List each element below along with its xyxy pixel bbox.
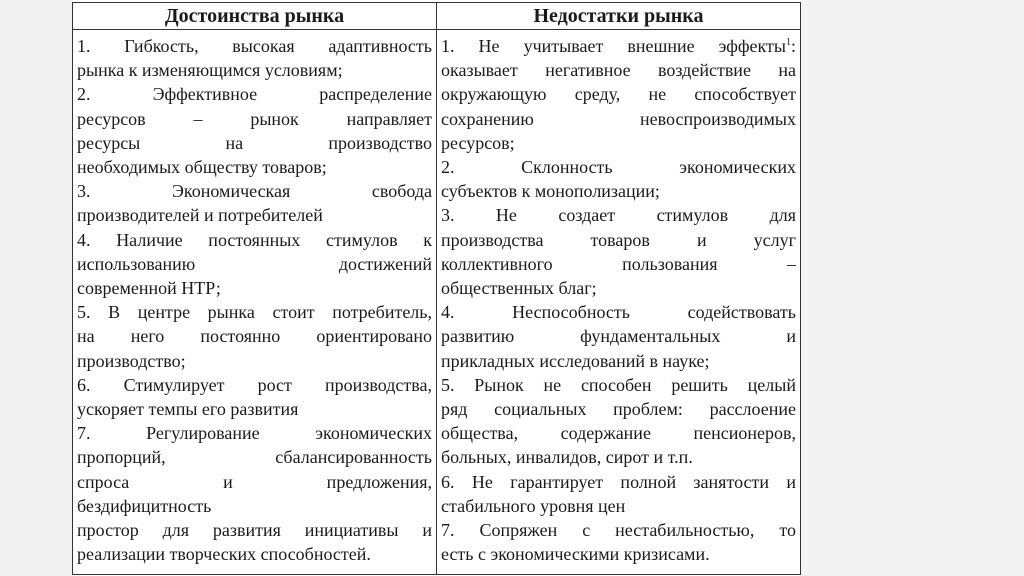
disadvantage-item-line: сохранению невоспроизводимых (441, 108, 796, 129)
disadvantage-item-line: прикладных исследований в науке; (441, 350, 710, 371)
advantage-item-line: 6. Стимулирует рост производства, (77, 374, 432, 395)
advantage-item-line: 2. Эффективное распределение (77, 84, 432, 105)
disadvantage-item-line: 1. Не учитывает внешние эффекты$^1$: (441, 36, 796, 56)
table-body-row (73, 30, 801, 575)
disadvantage-item-line: 6. Не гарантирует полной занятости и (441, 471, 796, 492)
disadvantage-item (441, 300, 796, 373)
disadvantage-item (441, 34, 796, 155)
advantage-item-line: спроса и предложения, (77, 471, 432, 492)
advantage-item (77, 373, 432, 421)
disadvantage-item (441, 203, 796, 300)
right-margin-strip (800, 0, 1024, 576)
advantage-item-line: 4. Наличие постоянных стимулов к (77, 229, 432, 250)
disadvantage-item-line: общества, содержание пенсионеров, (441, 423, 796, 444)
advantage-item-line: ресурсы на производство (77, 132, 432, 153)
slide (72, 0, 800, 576)
disadvantage-item (441, 373, 796, 470)
disadvantages-cell (437, 30, 801, 575)
disadvantage-item (441, 518, 796, 566)
disadvantage-item-line: 3. Не создает стимулов для (441, 205, 796, 226)
advantage-item-line: бездифицитность (77, 495, 212, 516)
disadvantage-item-line: производства товаров и услуг (441, 229, 796, 250)
disadvantage-item-line: оказывает негативное воздействие на (441, 60, 796, 81)
advantage-item (77, 179, 432, 227)
advantage-item-line: необходимых обществу товаров; (77, 157, 327, 178)
left-margin-strip (0, 0, 72, 576)
disadvantage-item-line: окружающую среду, не способствует (441, 84, 796, 105)
advantages-cell (73, 30, 437, 575)
disadvantage-item-line: больных, инвалидов, сирот и т.п. (441, 447, 693, 468)
header-advantages: Достоинства рынка (73, 3, 437, 30)
header-disadvantages: Недостатки рынка (437, 3, 801, 30)
advantage-item (77, 300, 432, 373)
disadvantage-item-line: коллективного пользования – (441, 253, 796, 274)
disadvantage-item (441, 155, 796, 203)
market-comparison-table (72, 2, 801, 575)
advantage-item (77, 421, 432, 518)
disadvantage-item-line: 2. Склонность экономических (441, 157, 796, 178)
disadvantage-item-line: развитию фундаментальных и (441, 326, 796, 347)
disadvantage-item-line: ряд социальных проблем: расслоение (441, 399, 796, 420)
advantage-item-line: реализации творческих способностей. (77, 544, 371, 565)
advantage-item-line: пропорций, сбалансированность (77, 447, 432, 468)
disadvantage-item-line: 7. Сопряжен с нестабильностью, то (441, 520, 796, 541)
advantage-item-line: простор для развития инициативы и (77, 520, 432, 541)
advantage-item-line: 7. Регулирование экономических (77, 423, 432, 444)
advantage-item (77, 228, 432, 301)
advantage-item-line: на него постоянно ориентировано (77, 326, 432, 347)
advantage-item (77, 34, 432, 82)
advantage-item-line: использованию достижений (77, 253, 432, 274)
table-header-row (73, 3, 801, 30)
disadvantage-item-line: субъектов к монополизации; (441, 181, 660, 202)
disadvantage-item-line: ресурсов; (441, 132, 515, 153)
advantage-item-line: 1. Гибкость, высокая адаптивность (77, 36, 432, 56)
disadvantage-item-line: 4. Неспособность содействовать (441, 302, 796, 323)
disadvantage-item (441, 470, 796, 518)
disadvantage-item-line: есть с экономическими кризисами. (441, 544, 710, 565)
footnote-suffix: : (790, 36, 796, 56)
advantage-item-line: ускоряет темпы его развития (77, 399, 299, 420)
advantage-item-line: производителей и потребителей (77, 205, 323, 226)
advantage-item-line: рынка к изменяющимся условиям; (77, 60, 343, 81)
advantage-item-line: 5. В центре рынка стоит потребитель, (77, 302, 432, 323)
advantage-item (77, 518, 432, 566)
advantage-item-line: ресурсов – рынок направляет (77, 108, 432, 129)
disadvantage-item-line: 5. Рынок не способен решить целый (441, 374, 796, 395)
footnote-mark: 1 (785, 37, 791, 48)
advantage-item-line: 3. Экономическая свобода (77, 181, 432, 202)
advantage-item-line: современной НТР; (77, 278, 221, 299)
advantage-item-line: производство; (77, 350, 186, 371)
advantage-item (77, 82, 432, 179)
disadvantage-item-line: общественных благ; (441, 278, 597, 299)
disadvantage-item-line: стабильного уровня цен (441, 495, 626, 516)
